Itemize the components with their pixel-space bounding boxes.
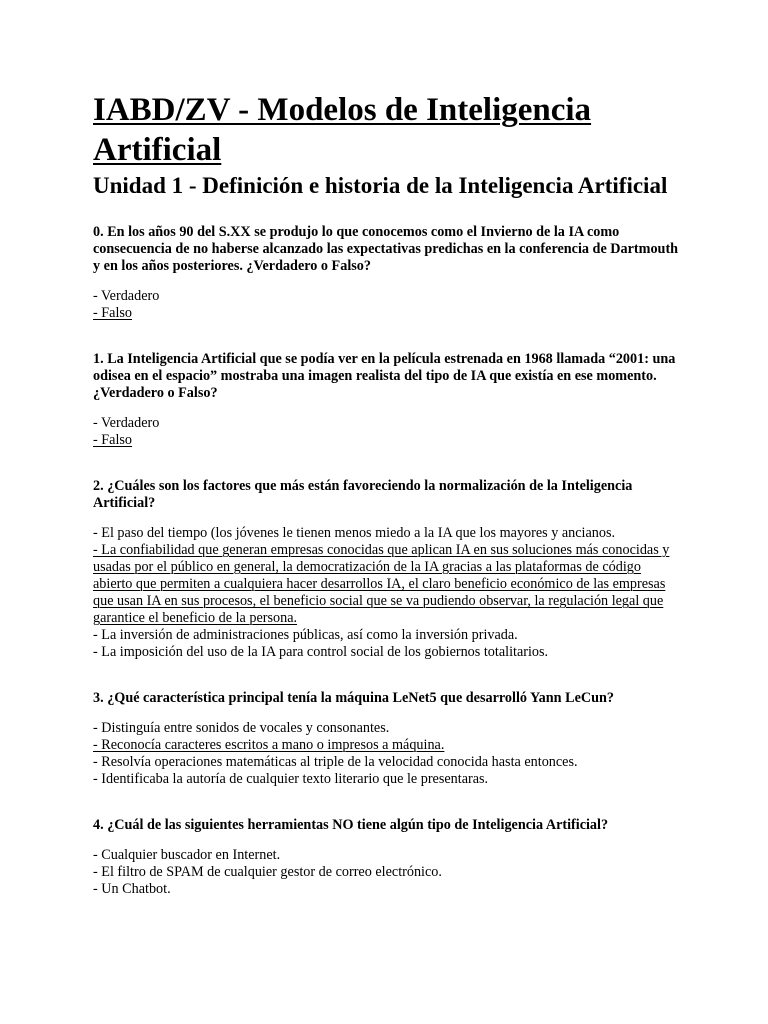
answer-option: - Cualquier buscador en Internet.: [93, 847, 281, 863]
answer-options: [93, 847, 683, 898]
answer-options: [93, 415, 683, 449]
answer-options: [93, 525, 683, 661]
document-page: [93, 90, 683, 898]
answer-option-correct: - La confiabilidad que generan empresas conocidas que aplican IA en sus soluciones más conocidas y usadas por el público en general, la democratización de la IA gracias a las plataformas de código abierto que permiten a cualquiera hacer desarrollos IA, el claro beneficio económico de las empresas que usan IA en sus procesos, el beneficio social que se va pudiendo observar, la regulación legal que garantice el beneficio de la persona.: [93, 542, 670, 626]
answer-option: - Verdadero: [93, 288, 160, 304]
answer-option: - La inversión de administraciones públicas, así como la inversión privada.: [93, 627, 518, 643]
question-list: [93, 224, 683, 898]
answer-options: [93, 720, 683, 788]
answer-option-correct: - Falso: [93, 432, 133, 448]
answer-options: [93, 288, 683, 322]
question-block: [93, 478, 683, 661]
document-subtitle: Unidad 1 - Definición e historia de la Inteligencia Artificial: [93, 173, 668, 198]
question-text: 1. La Inteligencia Artificial que se podía ver en la película estrenada en 1968 llamada “2001: una odisea en el espacio” mostraba una imagen realista del tipo de IA que existía en ese momento. ¿Verdadero o Falso?: [93, 351, 676, 401]
question-block: [93, 224, 683, 322]
question-block: [93, 817, 683, 898]
question-text: 2. ¿Cuáles son los factores que más están favoreciendo la normalización de la Inteligencia Artificial?: [93, 478, 633, 511]
answer-option: - El filtro de SPAM de cualquier gestor de correo electrónico.: [93, 864, 442, 880]
document-title: IABD/ZV - Modelos de Inteligencia Artificial: [93, 92, 592, 168]
question-text: 0. En los años 90 del S.XX se produjo lo que conocemos como el Invierno de la IA como consecuencia de no haberse alcanzado las expectativas predichas en la conferencia de Dartmouth y en los años posteriores. ¿Verdadero o Falso?: [93, 224, 679, 274]
answer-option: - Identificaba la autoría de cualquier texto literario que le presentaras.: [93, 771, 489, 787]
question-block: [93, 351, 683, 449]
answer-option: - El paso del tiempo (los jóvenes le tienen menos miedo a la IA que los mayores y ancianos.: [93, 525, 616, 541]
answer-option-correct: - Reconocía caracteres escritos a mano o impresos a máquina.: [93, 737, 445, 753]
question-text: 3. ¿Qué característica principal tenía la máquina LeNet5 que desarrolló Yann LeCun?: [93, 690, 614, 706]
answer-option: - Verdadero: [93, 415, 160, 431]
answer-option: - La imposición del uso de la IA para control social de los gobiernos totalitarios.: [93, 644, 549, 660]
answer-option: - Distinguía entre sonidos de vocales y consonantes.: [93, 720, 390, 736]
answer-option: - Resolvía operaciones matemáticas al triple de la velocidad conocida hasta entonces.: [93, 754, 578, 770]
answer-option: - Un Chatbot.: [93, 881, 171, 897]
answer-option-correct: - Falso: [93, 305, 133, 321]
question-block: [93, 690, 683, 788]
question-text: 4. ¿Cuál de las siguientes herramientas NO tiene algún tipo de Inteligencia Artificial?: [93, 817, 609, 833]
